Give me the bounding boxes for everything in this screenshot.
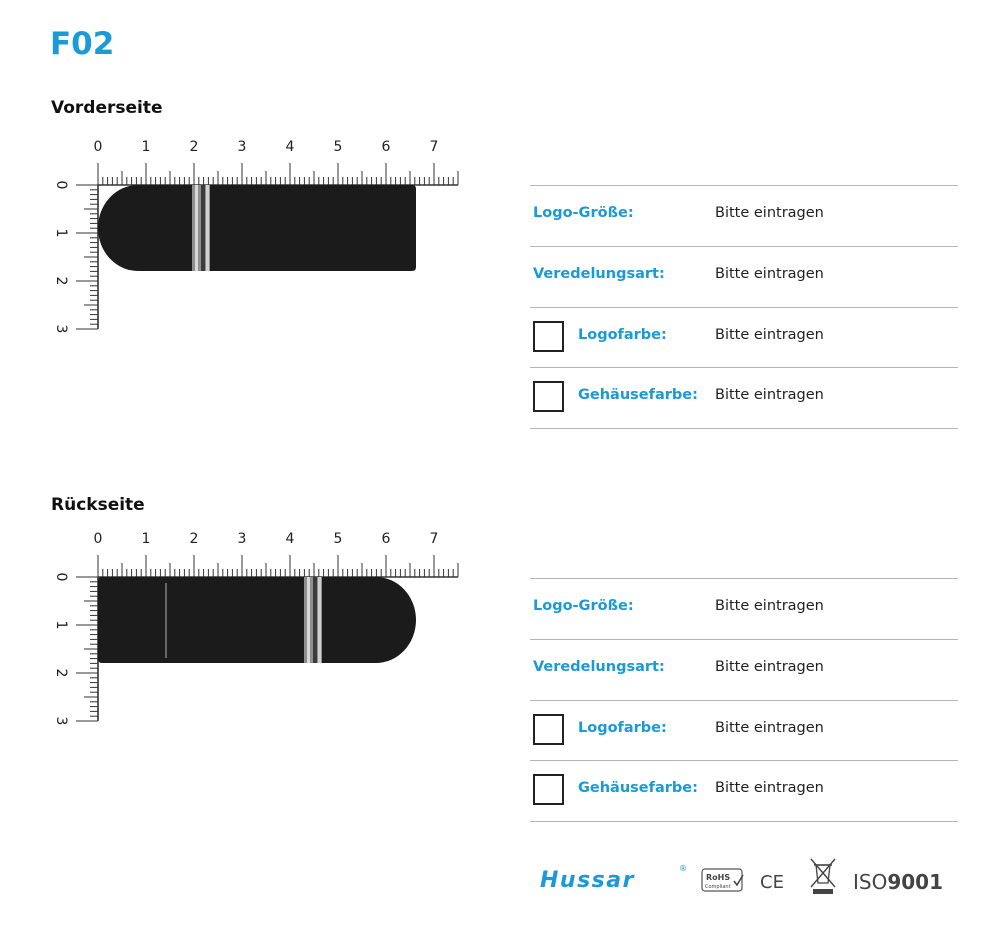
- ruler-v-label: 2: [53, 668, 69, 678]
- form-row-case-color: [530, 367, 958, 429]
- iso-9001-logo: [853, 870, 943, 894]
- hussar-logo: [540, 864, 687, 893]
- ruler-h-label: 3: [237, 139, 247, 155]
- ruler-h-label: 7: [429, 139, 439, 155]
- ruler-h-label: 5: [333, 531, 343, 547]
- ruler-h-label: 4: [285, 531, 295, 547]
- field-label: Veredelungsart:: [533, 266, 665, 282]
- svg-text:RoHS: RoHS: [706, 873, 731, 882]
- ruler-front: [50, 135, 470, 345]
- svg-text:Compliant: Compliant: [705, 884, 731, 890]
- field-value-logo-size[interactable]: Bitte eintragen: [715, 205, 824, 221]
- svg-text:ISO9001: ISO9001: [853, 870, 944, 894]
- usb-stick-back-body: [98, 577, 416, 663]
- ruler-h-label: 5: [333, 139, 343, 155]
- field-value-logo-color[interactable]: Bitte eintragen: [715, 720, 824, 736]
- ce-mark-logo: [760, 872, 784, 893]
- field-label: Logo-Größe:: [533, 598, 634, 614]
- svg-text:Hussar: Hussar: [540, 868, 635, 893]
- certification-logos: [540, 855, 960, 905]
- ruler-v-label: 3: [53, 716, 69, 726]
- ruler-h-label: 7: [429, 531, 439, 547]
- form-row-logo-size: [530, 185, 958, 246]
- usb-stick-front-body: [98, 185, 416, 271]
- field-value-case-color[interactable]: Bitte eintragen: [715, 387, 824, 403]
- form-row-logo-color: [530, 307, 958, 368]
- form-row-finishing-type: [530, 639, 958, 700]
- ruler-v-label: 3: [53, 324, 69, 334]
- field-value-logo-size[interactable]: Bitte eintragen: [715, 598, 824, 614]
- usb-stick-front-clip: [192, 185, 210, 271]
- form-row-finishing-type: [530, 246, 958, 307]
- section-heading-back: Rückseite: [51, 495, 145, 515]
- ruler-h-label: 0: [93, 531, 103, 547]
- case-color-checkbox[interactable]: [533, 774, 564, 805]
- form-row-case-color: [530, 760, 958, 822]
- ruler-v-label: 1: [53, 228, 69, 238]
- field-label: Gehäusefarbe:: [578, 780, 698, 796]
- field-label: Logofarbe:: [578, 327, 667, 343]
- field-value-finishing-type[interactable]: Bitte eintragen: [715, 266, 824, 282]
- rohs-compliant-logo: [702, 869, 743, 891]
- ruler-h-label: 1: [141, 139, 151, 155]
- svg-text:®: ®: [679, 864, 687, 873]
- field-label: Gehäusefarbe:: [578, 387, 698, 403]
- field-label: Logofarbe:: [578, 720, 667, 736]
- ruler-h-label: 1: [141, 531, 151, 547]
- ruler-h-label: 6: [381, 531, 391, 547]
- field-value-finishing-type[interactable]: Bitte eintragen: [715, 659, 824, 675]
- field-value-case-color[interactable]: Bitte eintragen: [715, 780, 824, 796]
- ruler-h-label: 0: [93, 139, 103, 155]
- crossed-bin-icon: [811, 859, 835, 894]
- logo-color-checkbox[interactable]: [533, 714, 564, 745]
- ruler-v-label: 0: [53, 572, 69, 582]
- ruler-h-label: 3: [237, 531, 247, 547]
- ruler-h-label: 2: [189, 531, 199, 547]
- field-label: Veredelungsart:: [533, 659, 665, 675]
- ruler-v-label: 2: [53, 276, 69, 286]
- ruler-back: [50, 527, 470, 737]
- svg-text:CE: CE: [760, 872, 784, 893]
- usb-stick-back-clip: [304, 577, 322, 663]
- ruler-v-label: 1: [53, 620, 69, 630]
- form-row-logo-color: [530, 700, 958, 761]
- case-color-checkbox[interactable]: [533, 381, 564, 412]
- section-heading-front: Vorderseite: [51, 98, 163, 118]
- ruler-h-label: 2: [189, 139, 199, 155]
- logo-color-checkbox[interactable]: [533, 321, 564, 352]
- ruler-h-label: 6: [381, 139, 391, 155]
- field-value-logo-color[interactable]: Bitte eintragen: [715, 327, 824, 343]
- page-title: F02: [50, 26, 115, 62]
- field-label: Logo-Größe:: [533, 205, 634, 221]
- ruler-v-label: 0: [53, 180, 69, 190]
- form-row-logo-size: [530, 578, 958, 639]
- ruler-h-label: 4: [285, 139, 295, 155]
